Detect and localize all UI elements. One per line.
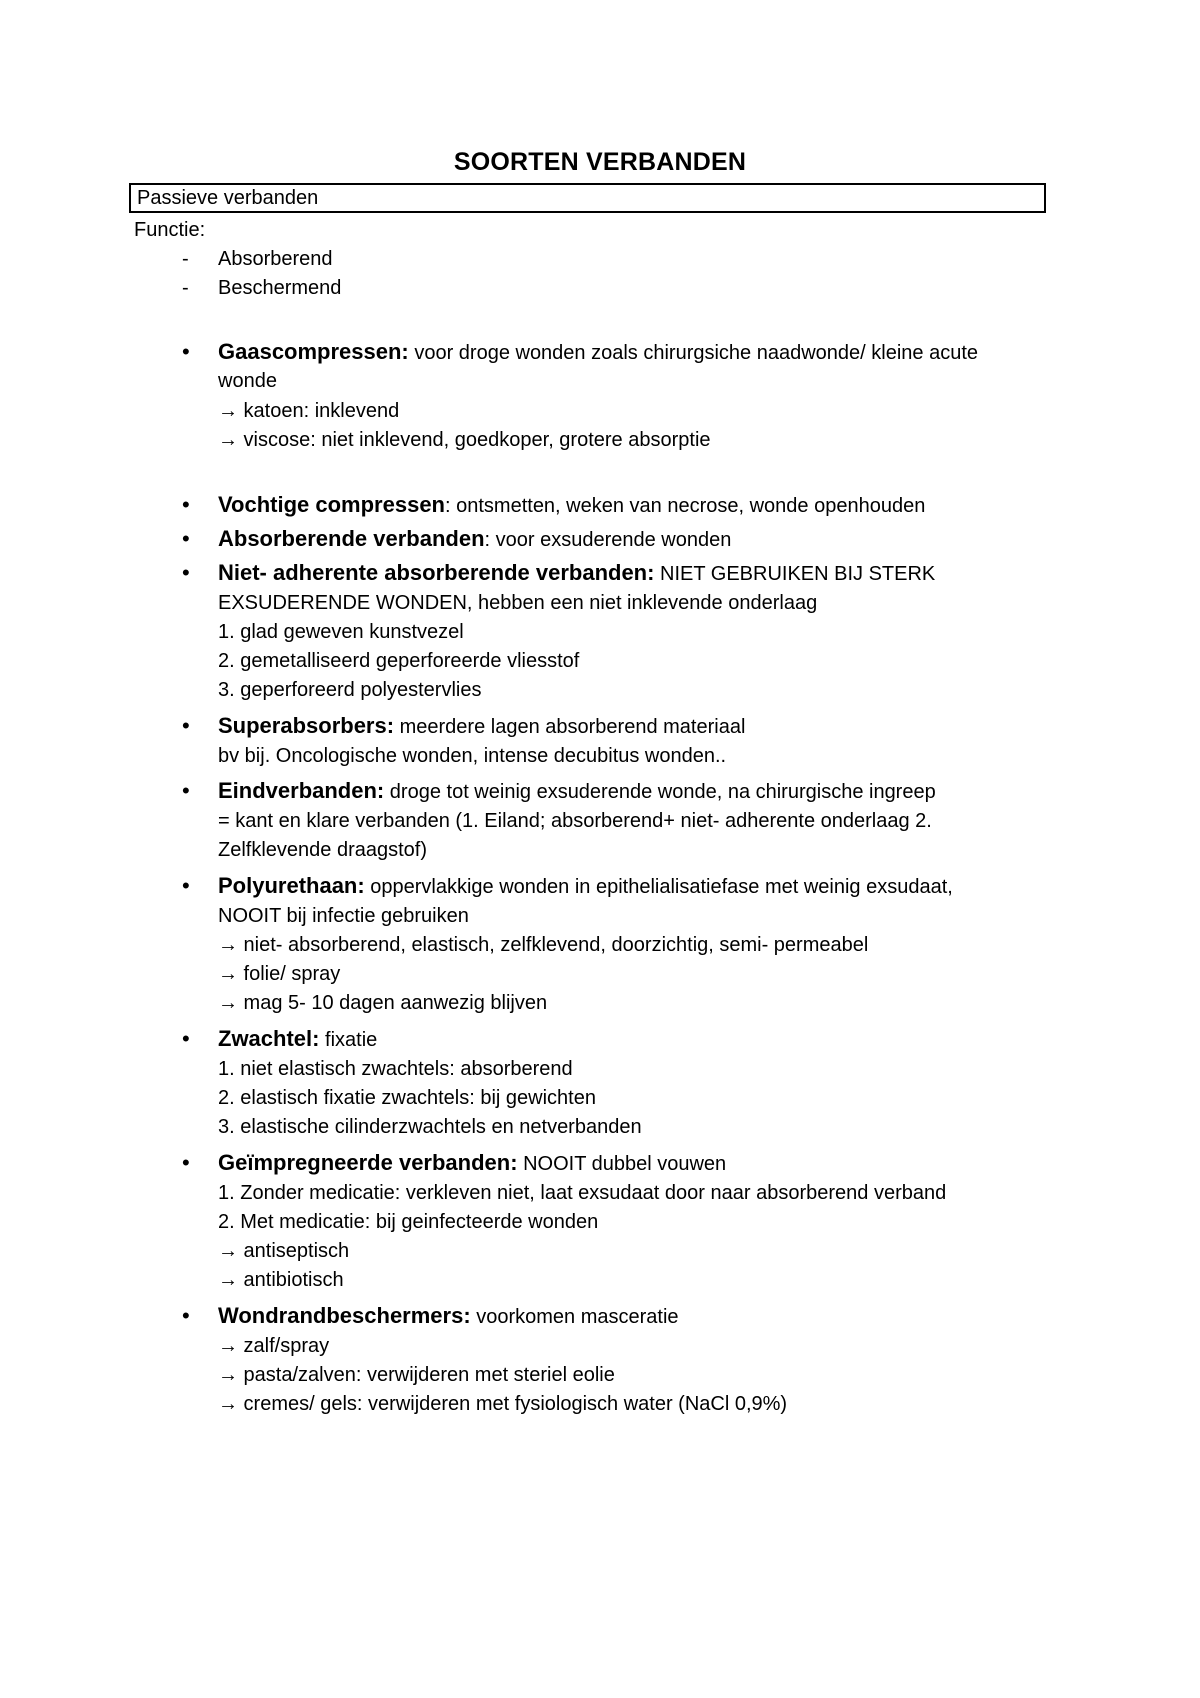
function-dash: - — [182, 277, 189, 299]
item-continuation: → cremes/ gels: verwijderen met fysiologisch water (NaCl 0,9%) — [218, 1393, 788, 1415]
list-item — [218, 1026, 377, 1053]
item-term: Niet- adherente absorberende verbanden: — [218, 560, 655, 585]
item-continuation: NOOIT bij infectie gebruiken — [218, 905, 469, 927]
item-continuation: bv bij. Oncologische wonden, intense decubitus wonden.. — [218, 745, 727, 767]
bullet-icon: • — [182, 873, 190, 898]
item-continuation: 2. gemetalliseerd geperforeerde vliesstof — [218, 650, 580, 672]
item-description: NIET GEBRUIKEN BIJ STERK — [654, 563, 936, 585]
item-continuation: → viscose: niet inklevend, goedkoper, grotere absorptie — [218, 429, 711, 451]
function-dash: - — [182, 248, 189, 270]
item-continuation: → niet- absorberend, elastisch, zelfklevend, doorzichtig, semi- permeabel — [218, 934, 869, 956]
item-continuation: 1. glad geweven kunstvezel — [218, 621, 464, 643]
item-term: Geïmpregneerde verbanden: — [218, 1150, 518, 1175]
item-term: Zwachtel: — [218, 1026, 320, 1051]
page-title: SOORTEN VERBANDEN — [453, 148, 747, 176]
item-continuation: → folie/ spray — [218, 963, 341, 985]
item-continuation: wonde — [218, 370, 277, 392]
item-continuation: → zalf/spray — [218, 1335, 330, 1357]
bullet-icon: • — [182, 560, 190, 585]
list-item — [218, 1150, 726, 1177]
bullet-icon: • — [182, 1026, 190, 1051]
item-continuation: = kant en klare verbanden (1. Eiland; absorberend+ niet- adherente onderlaag 2. — [218, 810, 932, 832]
item-continuation: 3. geperforeerd polyestervlies — [218, 679, 482, 701]
item-term: Wondrandbeschermers: — [218, 1303, 471, 1328]
function-item: Beschermend — [218, 277, 342, 299]
list-item — [218, 560, 935, 587]
item-continuation: Zelfklevende draagstof) — [218, 839, 428, 861]
item-description: meerdere lagen absorberend materiaal — [394, 716, 746, 738]
item-description: oppervlakkige wonden in epithelialisatiefase met weinig exsudaat, — [364, 876, 953, 898]
item-description: : voor exsuderende wonden — [484, 529, 732, 551]
item-description: : ontsmetten, weken van necrose, wonde openhouden — [445, 495, 926, 517]
item-continuation: → pasta/zalven: verwijderen met steriel eolie — [218, 1364, 615, 1386]
bullet-icon: • — [182, 713, 190, 738]
item-continuation: EXSUDERENDE WONDEN, hebben een niet inklevende onderlaag — [218, 592, 818, 614]
function-item: Absorberend — [218, 248, 333, 270]
bullet-icon: • — [182, 526, 190, 551]
item-description: NOOIT dubbel vouwen — [517, 1153, 727, 1175]
list-item — [218, 1303, 679, 1330]
item-term: Polyurethaan: — [218, 873, 365, 898]
item-description: droge tot weinig exsuderende wonde, na chirurgische ingreep — [384, 781, 936, 803]
item-term: Superabsorbers: — [218, 713, 395, 738]
bullet-icon: • — [182, 339, 190, 364]
item-continuation: 1. Zonder medicatie: verkleven niet, laat exsudaat door naar absorberend verband — [218, 1182, 947, 1204]
item-term: Eindverbanden: — [218, 778, 385, 803]
item-description: voorkomen masceratie — [470, 1306, 679, 1328]
item-continuation: 2. Met medicatie: bij geinfecteerde wonden — [218, 1211, 599, 1233]
bullet-icon: • — [182, 1303, 190, 1328]
item-continuation: → mag 5- 10 dagen aanwezig blijven — [218, 992, 548, 1014]
list-item — [218, 339, 978, 366]
item-continuation: → katoen: inklevend — [218, 400, 400, 422]
item-term: Absorberende verbanden — [218, 526, 485, 551]
bullet-icon: • — [182, 492, 190, 517]
item-continuation: 3. elastische cilinderzwachtels en netverbanden — [218, 1116, 642, 1138]
item-continuation: 1. niet elastisch zwachtels: absorberend — [218, 1058, 573, 1080]
list-item — [218, 713, 745, 740]
bullet-icon: • — [182, 1150, 190, 1175]
list-item — [218, 526, 731, 553]
section-box-passive-dressings: Passieve verbanden — [129, 183, 1046, 213]
item-continuation: → antiseptisch — [218, 1240, 350, 1262]
list-item — [218, 778, 936, 805]
function-label: Functie: — [134, 219, 206, 241]
item-term: Gaascompressen: — [218, 339, 409, 364]
bullet-icon: • — [182, 778, 190, 803]
item-continuation: 2. elastisch fixatie zwachtels: bij gewichten — [218, 1087, 596, 1109]
item-description: voor droge wonden zoals chirurgsiche naadwonde/ kleine acute — [408, 342, 979, 364]
list-item — [218, 492, 925, 519]
list-item — [218, 873, 953, 900]
item-continuation: → antibiotisch — [218, 1269, 344, 1291]
item-term: Vochtige compressen — [218, 492, 445, 517]
item-description: fixatie — [319, 1029, 378, 1051]
